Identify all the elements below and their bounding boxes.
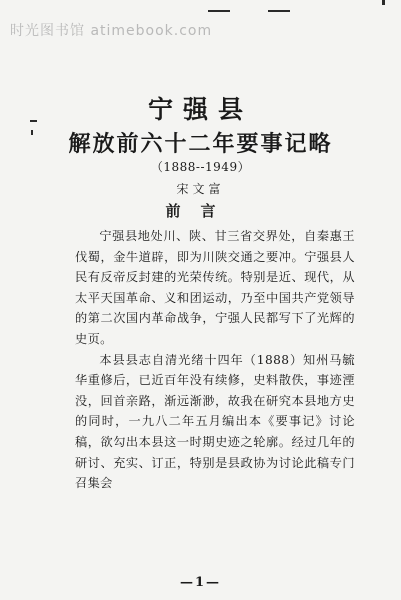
- scan-top-line-left: [208, 10, 230, 12]
- scan-top-line-right: [268, 10, 290, 12]
- page-number: —1—: [179, 575, 222, 590]
- paragraph: 宁强县地处川、陕、甘三省交界处，自秦惠王伐蜀，金牛道辟，即为川陕交通之要冲。宁强县人民有反帝反封建的光荣传统。特别是近、现代，从太平天国革命、义和团运动，乃至中国共产党领导的第二次国内革命战争，宁强人民都写下了光辉的史页。: [75, 229, 355, 346]
- author-name: 宋文富: [176, 182, 225, 196]
- section-heading: 前言: [165, 202, 236, 220]
- paragraph: 本县县志自清光绪十四年（1888）知州马毓华重修后，已近百年没有续修，史料散佚，事迹湮没，回首亲路，渐远渐渺，故我在研究本县地方史的同时，一九八二年五月编出本《要事记》讨论稿，欲勾出本县这一时期史迹之轮廓。经过几年的研讨、充实、订正，特别是县政协为讨论此稿专门召集会: [75, 352, 355, 491]
- year-range: （1888--1949）: [150, 160, 251, 174]
- page-subtitle: 解放前六十二年要事记略: [68, 131, 333, 157]
- page-title: 宁强县: [147, 95, 253, 124]
- scan-top-dot: [382, 0, 385, 5]
- watermark: 时光图书馆 atimebook.com: [10, 23, 213, 39]
- body-text: [75, 226, 355, 494]
